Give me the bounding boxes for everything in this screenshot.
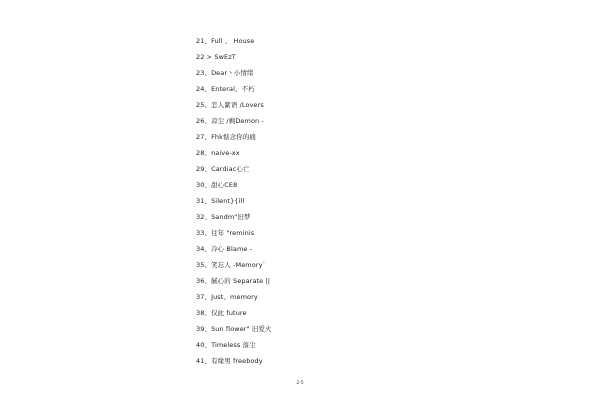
list-item: 40、Timeless 落尘: [196, 341, 256, 349]
list-item: 26、凉尘 /剩Demon -: [196, 117, 264, 125]
nickname-list: [196, 33, 272, 369]
list-item: 30、甜心CE8: [196, 181, 238, 189]
list-item: 21、Full 、 House: [196, 37, 255, 45]
list-item: 25、恋人絮语 /Lovers: [196, 101, 264, 109]
list-item: 33、往年 "reminis: [196, 229, 255, 237]
list-item: 23、Dear丶小情绪: [196, 69, 254, 77]
list-item: 32、Sandm"旧梦: [196, 213, 251, 221]
list-item: 39、Sun flower" 旧爱火: [196, 325, 272, 333]
list-item: 34、冷心 Blame -: [196, 245, 253, 253]
list-item: 35、笑忘人 -Memory`: [196, 261, 266, 269]
list-item: 31、Silent}{ill: [196, 197, 245, 205]
list-item: 29、Cardiac心亡: [196, 165, 250, 173]
list-item: 37、Just、memory: [196, 293, 258, 301]
page-number: 2-5: [296, 381, 304, 386]
list-item: 27、Fhk惦念你的痛: [196, 133, 256, 141]
list-item: 28、naive-xx: [196, 149, 240, 157]
list-item: 36、腻心的 Separate ||: [196, 277, 271, 285]
list-item: 38、仅此 future: [196, 309, 247, 317]
list-item: 41、有缘男 freebody: [196, 357, 263, 365]
list-item: 24、Enteral、不朽: [196, 85, 255, 93]
list-item: 22 > SwEzT: [196, 53, 236, 61]
